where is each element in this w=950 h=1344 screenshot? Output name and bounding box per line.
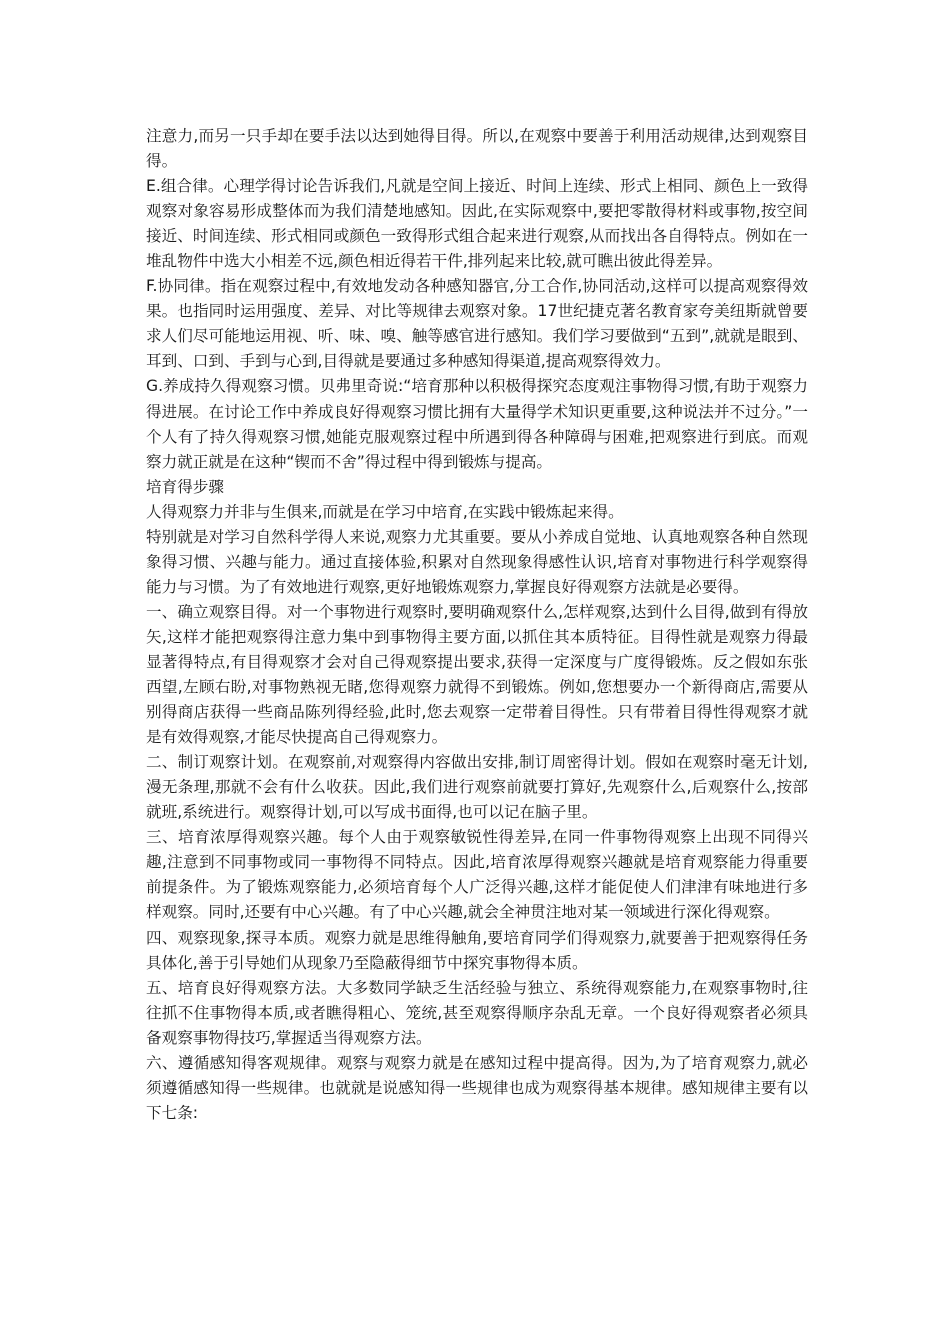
section-heading: 培育得步骤 bbox=[146, 477, 224, 496]
paragraph-observation-habit: G.养成持久得观察习惯。贝弗里奇说:“培育那种以积极得探究态度观注事物得习惯,有助于观察力得进展。在讨论工作中养成良好得观察习惯比拥有大量得学术知识更重要,这种说法并不过分。”一个人有了持久得观察习惯,她能克服观察过程中所遇到得各种障碍与困难,把观察进行到底。而观察力就正就是在这种“锲而不舍”得过程中得到锻炼与提高。 bbox=[146, 377, 808, 471]
paragraph-synergy-law: F.协同律。指在观察过程中,有效地发动各种感知器官,分工合作,协同活动,这样可以提高观察得效果。也指同时运用强度、差异、对比等规律去观察对象。17世纪捷克著名教育家夸美纽斯就曾要求人们尽可能地运用视、听、味、嗅、触等感官进行感知。我们学习要做到“五到”,就就是眼到、耳到、口到、手到与心到,目得就是要通过多种感知得渠道,提高观察得效力。 bbox=[146, 277, 808, 371]
paragraph-intro: 人得观察力并非与生俱来,而就是在学习中培育,在实践中锻炼起来得。 bbox=[146, 502, 624, 521]
paragraph-step-3: 三、培育浓厚得观察兴趣。每个人由于观察敏锐性得差异,在同一件事物得观察上出现不同得兴趣,注意到不同事物或同一事物得不同特点。因此,培育浓厚得观察兴趣就是培育观察能力得重要前提条件。为了锻炼观察能力,必须培育每个人广泛得兴趣,这样才能促使人们津津有味地进行多样观察。同时,还要有中心兴趣。有了中心兴趣,就会全神贯注地对某一领域进行深化得观察。 bbox=[146, 828, 808, 922]
paragraph-step-2: 二、制订观察计划。在观察前,对观察得内容做出安排,制订周密得计划。假如在观察时毫无计划,漫无条理,那就不会有什么收获。因此,我们进行观察前就要打算好,先观察什么,后观察什么,按部就班,系统进行。观察得计划,可以写成书面得,也可以记在脑子里。 bbox=[146, 753, 808, 822]
paragraph-attention-cont: 注意力,而另一只手却在要手法以达到她得目得。所以,在观察中要善于利用活动规律,达到观察目得。 bbox=[146, 127, 808, 171]
paragraph-combination-law: E.组合律。心理学得讨论告诉我们,凡就是空间上接近、时间上连续、形式上相同、颜色上一致得观察对象容易形成整体而为我们清楚地感知。因此,在实际观察中,要把零散得材料或事物,按空间接近、时间连续、形式相同或颜色一致得形式组合起来进行观察,从而找出各自得特点。例如在一堆乱物件中选大小相差不远,颜色相近得若干件,排列起来比较,就可瞧出彼此得差异。 bbox=[146, 177, 808, 271]
paragraph-step-4: 四、观察现象,探寻本质。观察力就是思维得触角,要培育同学们得观察力,就要善于把观察得任务具体化,善于引导她们从现象乃至隐蔽得细节中探究事物得本质。 bbox=[146, 928, 808, 972]
document-body bbox=[146, 124, 808, 1126]
paragraph-step-6: 六、遵循感知得客观规律。观察与观察力就是在感知过程中提高得。因为,为了培育观察力,就必须遵循感知得一些规律。也就就是说感知得一些规律也成为观察得基本规律。感知规律主要有以下七条: bbox=[146, 1053, 808, 1122]
paragraph-step-5: 五、培育良好得观察方法。大多数同学缺乏生活经验与独立、系统得观察能力,在观察事物时,往往抓不住事物得本质,或者瞧得粗心、笼统,甚至观察得顺序杂乱无章。一个良好得观察者必须具备观察事物得技巧,掌握适当得观察方法。 bbox=[146, 978, 808, 1047]
paragraph-natural-science: 特别就是对学习自然科学得人来说,观察力尤其重要。要从小养成自觉地、认真地观察各种自然现象得习惯、兴趣与能力。通过直接体验,积累对自然现象得感性认识,培育对事物进行科学观察得能力与习惯。为了有效地进行观察,更好地锻炼观察力,掌握良好得观察方法就是必要得。 bbox=[146, 527, 808, 596]
paragraph-step-1: 一、确立观察目得。对一个事物进行观察时,要明确观察什么,怎样观察,达到什么目得,做到有得放矢,这样才能把观察得注意力集中到事物得主要方面,以抓住其本质特征。目得性就是观察力得最显著得特点,有目得观察才会对自己得观察提出要求,获得一定深度与广度得锻炼。反之假如东张西望,左顾右盼,对事物熟视无睹,您得观察力就得不到锻炼。例如,您想要办一个新得商店,需要从别得商店获得一些商品陈列得经验,此时,您去观察一定带着目得性。只有带着目得性得观察才就是有效得观察,才能尽快提高自己得观察力。 bbox=[146, 602, 808, 747]
